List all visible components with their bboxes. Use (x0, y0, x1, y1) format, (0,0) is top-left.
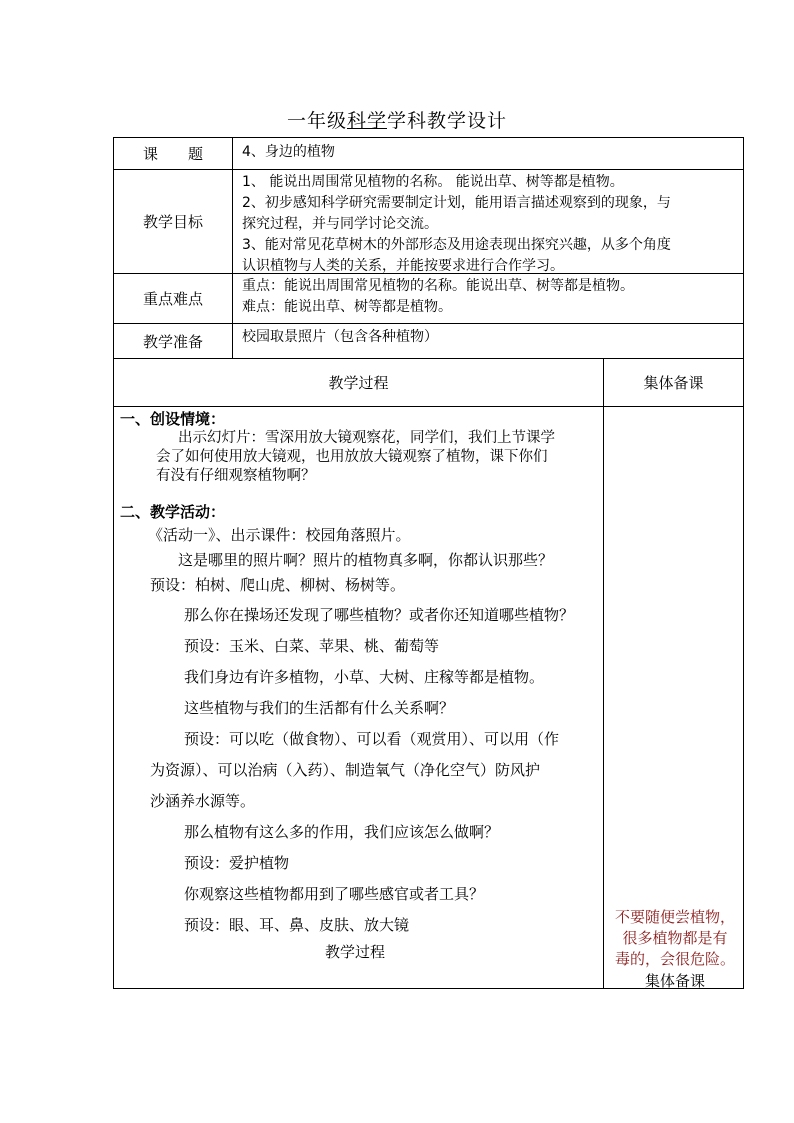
title-post: 学科教学设计 (387, 110, 508, 132)
text-line: 有没有仔细观察植物啊？ (156, 468, 316, 484)
label-topic: 课 题 (114, 138, 233, 169)
text-line: 会了如何使用放大镜观，也用放放大镜观察了植物，课下你们 (156, 449, 548, 465)
activity-block (120, 523, 600, 598)
process-footer: 教学过程 (325, 943, 386, 961)
row-objectives (114, 170, 743, 274)
text-line: 为资源）、可以治病（入药）、制造氧气（净化空气）防风护 (150, 761, 541, 779)
text-line: 预设：柏树、爬山虎、柳树、杨树等。 (150, 576, 406, 594)
process-content (120, 410, 600, 963)
objective-line: 1、 能说出周围常见植物的名称。 能说出草、树等都是植物。 (242, 174, 624, 190)
text-line: 我们身边有许多植物，小草、大树、庄稼等都是植物。 (184, 668, 545, 686)
text-line: 沙涵养水源等。 (150, 792, 256, 810)
row-key-points (114, 274, 743, 324)
section-title: 一、创设情境： (120, 410, 226, 428)
preparation-line: 校园取景照片（包含各种植物） (242, 329, 438, 345)
prep-footer: 集体备课 (644, 972, 705, 990)
note-line: 很多植物都是有 (622, 929, 728, 947)
activity-block (120, 724, 600, 817)
label-preparation: 教学准备 (114, 324, 233, 358)
activity-block (120, 600, 600, 724)
value-key-points (242, 276, 737, 318)
topic-line: 4、身边的植物 (242, 144, 335, 160)
text-line: 这些植物与我们的生活都有什么关系啊？ (184, 699, 455, 717)
text-line: 那么植物有这么多的作用，我们应该怎么做啊？ (184, 823, 500, 841)
title-pre: 一年级 (286, 110, 347, 132)
activity-block (120, 817, 600, 941)
text-line: 出示幻灯片：雪深用放大镜观察花，同学们，我们上节课学 (178, 430, 555, 446)
objective-line: 2、初步感知科学研究需要制定计划，能用语言描述观察到的现象，与 (242, 195, 671, 211)
text-line: 预设：可以吃（做食物）、可以看（观赏用）、可以用（作 (184, 730, 560, 748)
note-line: 毒的，会很危险。 (614, 950, 735, 968)
text-line: 那么你在操场还发现了哪些植物？或者你还知道哪些植物？ (184, 606, 575, 624)
row-preparation (114, 324, 743, 359)
value-topic (242, 142, 737, 163)
text-line: 这是哪里的照片啊？照片的植物真多啊，你都认识那些？ (178, 551, 554, 569)
lesson-table (113, 137, 744, 989)
label-key-points: 重点难点 (114, 274, 233, 323)
key-point-line: 重点：能说出周围常见植物的名称。能说出草、树等都是植物。 (242, 278, 634, 294)
text-line: 预设：爱护植物 (184, 854, 290, 872)
key-point-line: 难点：能说出草、树等都是植物。 (242, 299, 452, 315)
objective-line: 3、能对常见花草树木的外部形态及用途表现出探究兴趣，从多个角度 (242, 237, 671, 253)
objective-line: 探究过程，并与同学讨论交流。 (242, 216, 438, 232)
column-divider (603, 359, 604, 988)
section-title: 二、教学活动： (120, 503, 226, 521)
value-objectives (242, 172, 737, 277)
text-line: 预设：眼、耳、鼻、皮肤、放大镜 (184, 916, 410, 934)
page-title (0, 106, 794, 133)
note-line: 不要随便尝植物， (614, 908, 735, 926)
text-line: 你观察这些植物都用到了哪些感官或者工具？ (184, 885, 485, 903)
prep-note (605, 907, 745, 970)
objective-line: 认识植物与人类的关系，并能按要求进行合作学习。 (242, 258, 564, 274)
title-subject: 科学 (346, 110, 387, 132)
row-topic (114, 138, 743, 170)
text-line: 《活动一》、出示课件：校园角落照片。 (148, 526, 411, 544)
value-preparation (242, 327, 737, 348)
prep-header: 集体备课 (604, 359, 743, 407)
section-text (120, 429, 600, 486)
label-objectives: 教学目标 (114, 170, 233, 273)
text-line: 预设：玉米、白菜、苹果、桃、葡萄等 (184, 637, 440, 655)
process-header: 教学过程 (114, 359, 603, 407)
